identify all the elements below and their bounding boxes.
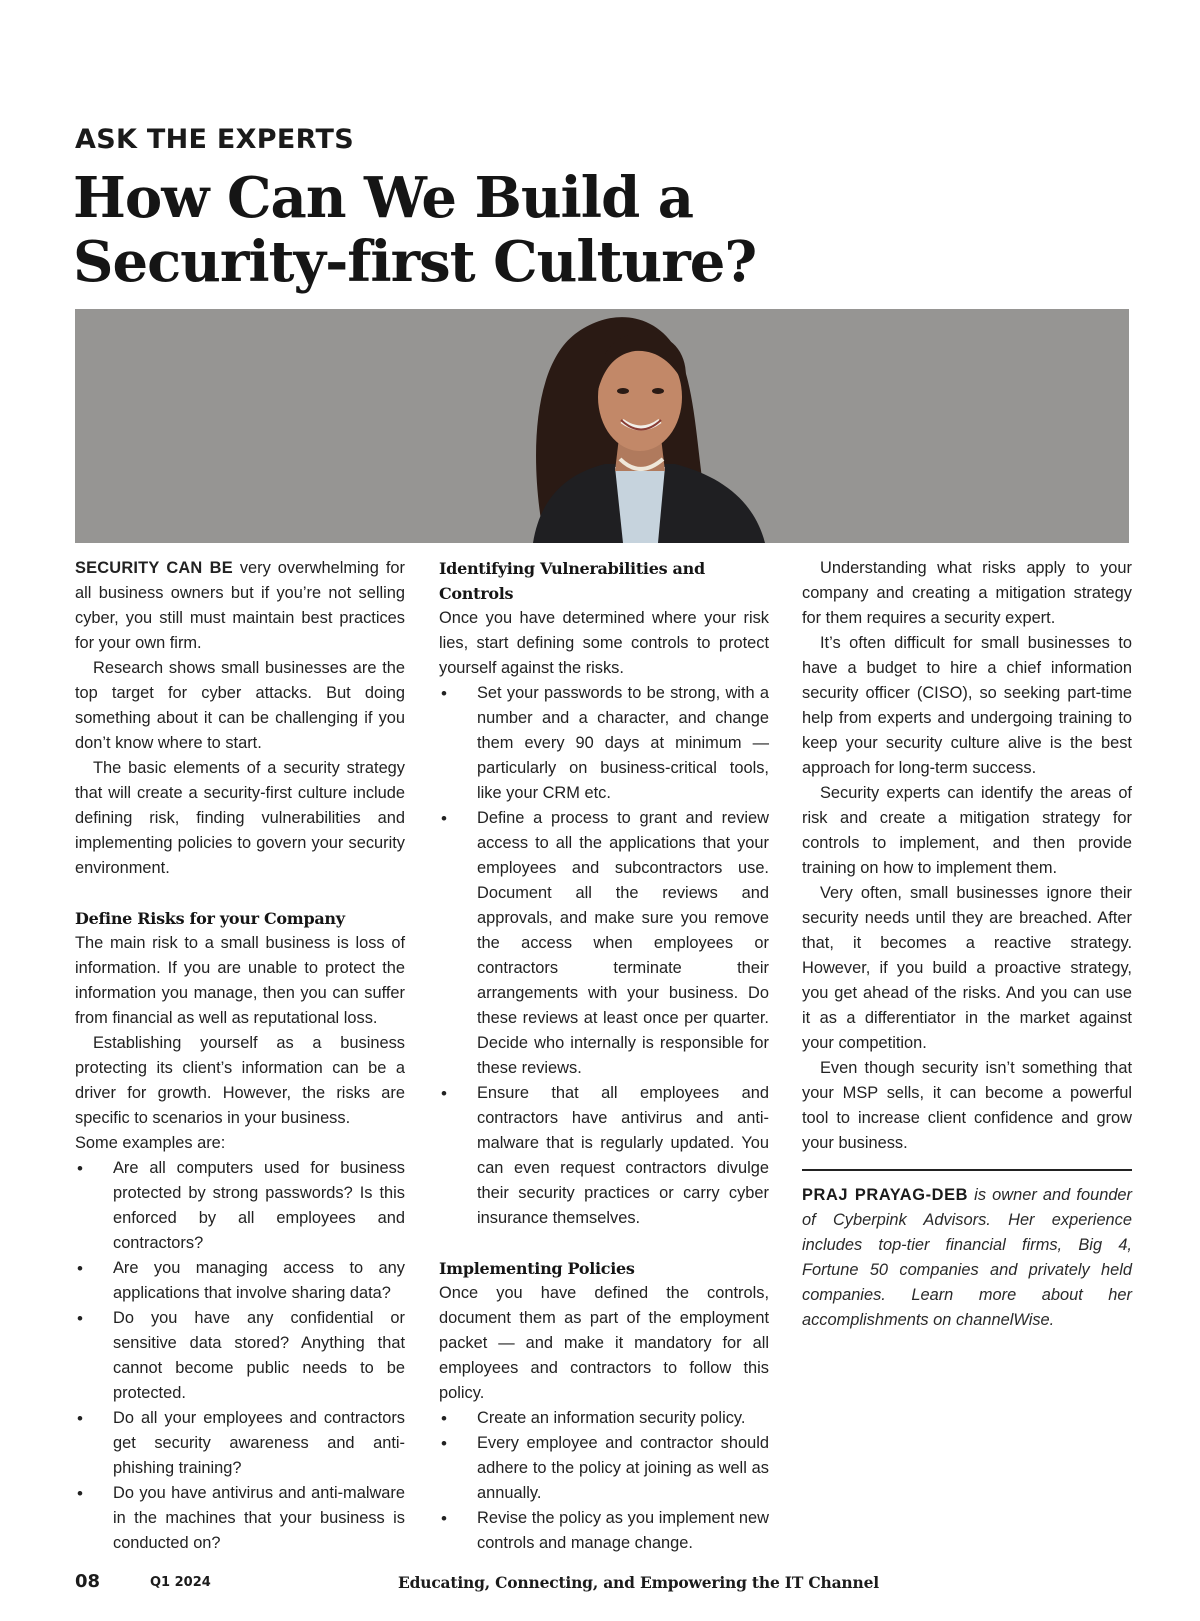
column-1 [75, 556, 405, 1556]
body-paragraph: It’s often difficult for small businesses to have a budget to hire a chief information security officer (CISO), so seeking part-time help from experts and undergoing training to keep your security culture alive is the best approach for long-term success. [802, 634, 1132, 777]
list-item: • Revise the policy as you implement new controls and manage change. [439, 1506, 769, 1556]
body-paragraph: Once you have defined the controls, document them as part of the employment packet — and make it mandatory for all employees and contractors to follow this policy. [439, 1284, 769, 1402]
footer-tagline: Educating, Connecting, and Empowering the IT Channel [398, 1573, 879, 1592]
portrait-illustration [75, 309, 1129, 543]
list-item: • Are you managing access to any applications that involve sharing data? [75, 1256, 405, 1306]
article-headline [73, 166, 1123, 294]
body-paragraph: Security experts can identify the areas of risk and create a mitigation strategy for controls to implement, and then provide training on how to implement them. [802, 784, 1132, 877]
issue-label: Q1 2024 [150, 1575, 211, 1590]
author-bio: PRAJ PRAYAG-DEB is owner and founder of Cyberpink Advisors. Her experience includes top-tier financial firms, Big 4, Fortune 50 companies and privately held companies. Learn more about her accomplishments on channelWise. [802, 1186, 1133, 1329]
body-paragraph: The basic elements of a security strategy that will create a security-first culture include defining risk, finding vulnerabilities and implementing policies to govern your security environment. [75, 759, 405, 877]
body-paragraph: Understanding what risks apply to your company and creating a mitigation strategy for them requires a security expert. [802, 559, 1132, 627]
risk-examples-list [75, 1156, 405, 1556]
list-item: • Create an information security policy. [439, 1406, 769, 1431]
bio-divider [802, 1169, 1132, 1171]
list-item: • Do you have antivirus and anti-malware in the machines that your business is conducted on? [75, 1481, 405, 1556]
body-paragraph: Research shows small businesses are the top target for cyber attacks. But doing something about it can be challenging if you don’t know where to start. [75, 659, 405, 752]
list-item: • Do you have any confidential or sensitive data stored? Anything that cannot become public needs to be protected. [75, 1306, 405, 1406]
list-item: • Ensure that all employees and contractors have antivirus and anti-malware that is regularly updated. You can even request contractors divulge their security practices or carry cyber insurance themselves. [439, 1081, 769, 1231]
controls-list [439, 681, 769, 1231]
list-item: • Every employee and contractor should adhere to the policy at joining as well as annually. [439, 1431, 769, 1506]
headline-line-2: Security-first Culture? [73, 229, 757, 295]
lead-in: SECURITY CAN BE [75, 559, 233, 577]
body-paragraph: Establishing yourself as a business protecting its client’s information can be a driver for growth. However, the risks are specific to scenarios in your business. [75, 1034, 405, 1127]
intro-paragraph: SECURITY CAN BE very overwhelming for all business owners but if you’re not selling cyber, you still must maintain best practices for your own firm. [75, 559, 405, 652]
headline-line-1: How Can We Build a [73, 165, 694, 231]
column-2 [439, 556, 769, 1556]
author-name: PRAJ PRAYAG-DEB [802, 1186, 969, 1204]
page-number: 08 [75, 1571, 101, 1592]
column-3 [802, 556, 1132, 1333]
body-paragraph: The main risk to a small business is loss of information. If you are unable to protect the information you manage, then you can suffer from financial as well as reputational loss. [75, 934, 405, 1027]
list-item: • Are all computers used for business protected by strong passwords? Is this enforced by all employees and contractors? [75, 1156, 405, 1256]
body-paragraph: Even though security isn’t something that your MSP sells, it can become a powerful tool to increase client confidence and grow your business. [802, 1059, 1132, 1152]
list-item: • Define a process to grant and review access to all the applications that your employees and subcontractors use. Document all the reviews and approvals, and make sure you remove the access when employees or contractors terminate their arrangements with your business. Do these reviews at least once per quarter. Decide who internally is responsible for these reviews. [439, 806, 769, 1081]
body-paragraph: Once you have determined where your risk lies, start defining some controls to protect yourself against the risks. [439, 609, 769, 677]
body-paragraph: Very often, small businesses ignore their security needs until they are breached. After that, it becomes a reactive strategy. However, if you build a proactive strategy, you get ahead of the risks. And you can use it as a differentiator in the market against your competition. [802, 884, 1132, 1052]
subheading-define-risks: Define Risks for your Company [75, 909, 345, 928]
subheading-vulnerabilities: Identifying Vulnerabilities and Controls [439, 559, 705, 603]
section-kicker: ASK THE EXPERTS [75, 124, 354, 155]
policies-list [439, 1406, 769, 1556]
list-item: • Set your passwords to be strong, with a number and a character, and change them every 90 days at minimum — particularly on business-critical tools, like your CRM etc. [439, 681, 769, 806]
subheading-policies: Implementing Policies [439, 1259, 635, 1278]
author-portrait-photo [75, 309, 1129, 543]
list-item: • Do all your employees and contractors get security awareness and anti-phishing training? [75, 1406, 405, 1481]
body-paragraph: Some examples are: [75, 1134, 226, 1152]
